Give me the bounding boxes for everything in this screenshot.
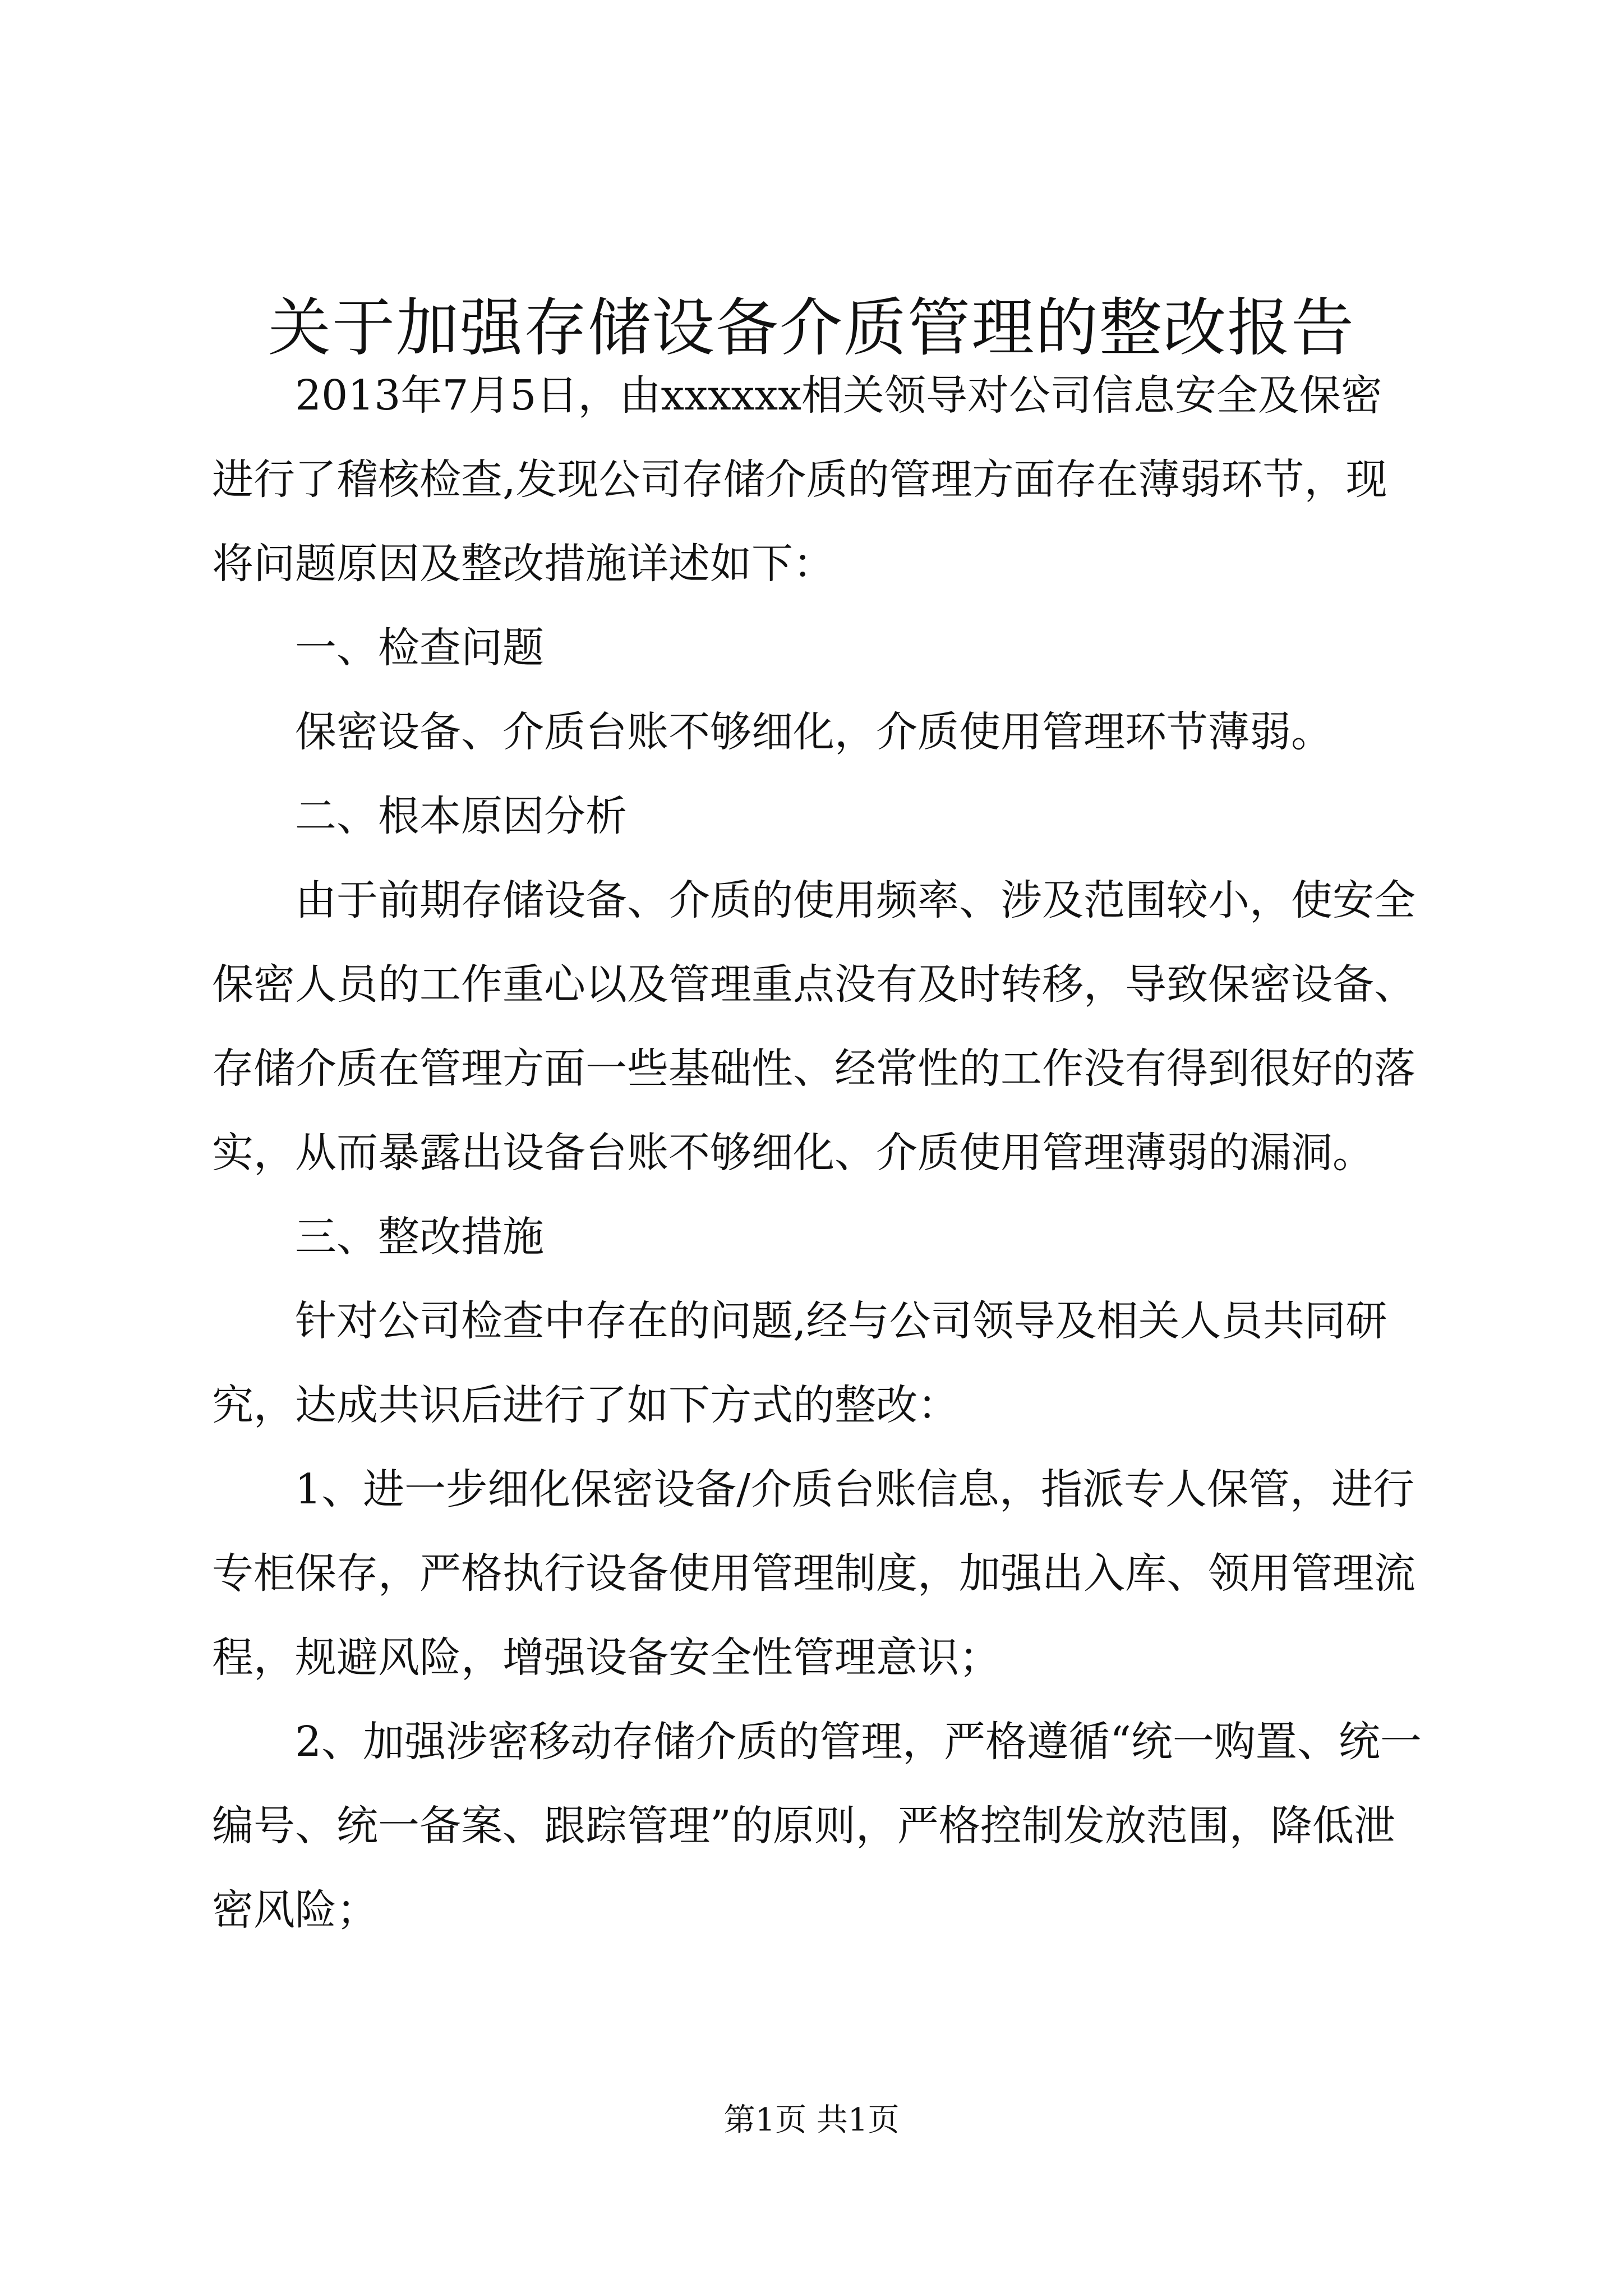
section-heading-root-cause: 二、根本原因分析 (295, 792, 627, 840)
section-heading-measures: 三、整改措施 (295, 1213, 544, 1261)
document-title: 关于加强存储设备介质管理的整改报告 (268, 292, 1355, 365)
page-footer: 第1页 共1页 (723, 2102, 900, 2138)
measures-intro-paragraph: 针对公司检查中存在的问题,经与公司领导及相关人员共同研究，达成共识后进行了如下方式的整改： (212, 1297, 1387, 1429)
inspection-issues-paragraph: 保密设备、介质台账不够细化，介质使用管理环节薄弱。 (295, 708, 1332, 756)
document-body (212, 353, 1423, 1952)
measure-item-1: 1、进一步细化保密设备/介质台账信息，指派专人保管，进行专柜保存，严格执行设备使用管理制度，加强出入库、领用管理流程，规避风险，增强设备安全性管理意识； (212, 1465, 1415, 1682)
section-heading-inspection-issues: 一、检查问题 (295, 624, 544, 672)
root-cause-paragraph: 由于前期存储设备、介质的使用频率、涉及范围较小，使安全保密人员的工作重心以及管理重点没有及时转移，导致保密设备、存储介质在管理方面一些基础性、经常性的工作没有得到很好的落实，从而暴露出设备台账不够细化、介质使用管理薄弱的漏洞。 (212, 876, 1415, 1177)
intro-paragraph: 2013年7月5日，由xxxxxx相关领导对公司信息安全及保密进行了稽核检查,发现公司存储介质的管理方面存在薄弱环节，现将问题原因及整改措施详述如下： (212, 371, 1387, 588)
measure-item-2: 2、加强涉密移动存储介质的管理，严格遵循“统一购置、统一编号、统一备案、跟踪管理”的原则，严格控制发放范围，降低泄密风险； (212, 1718, 1422, 1934)
